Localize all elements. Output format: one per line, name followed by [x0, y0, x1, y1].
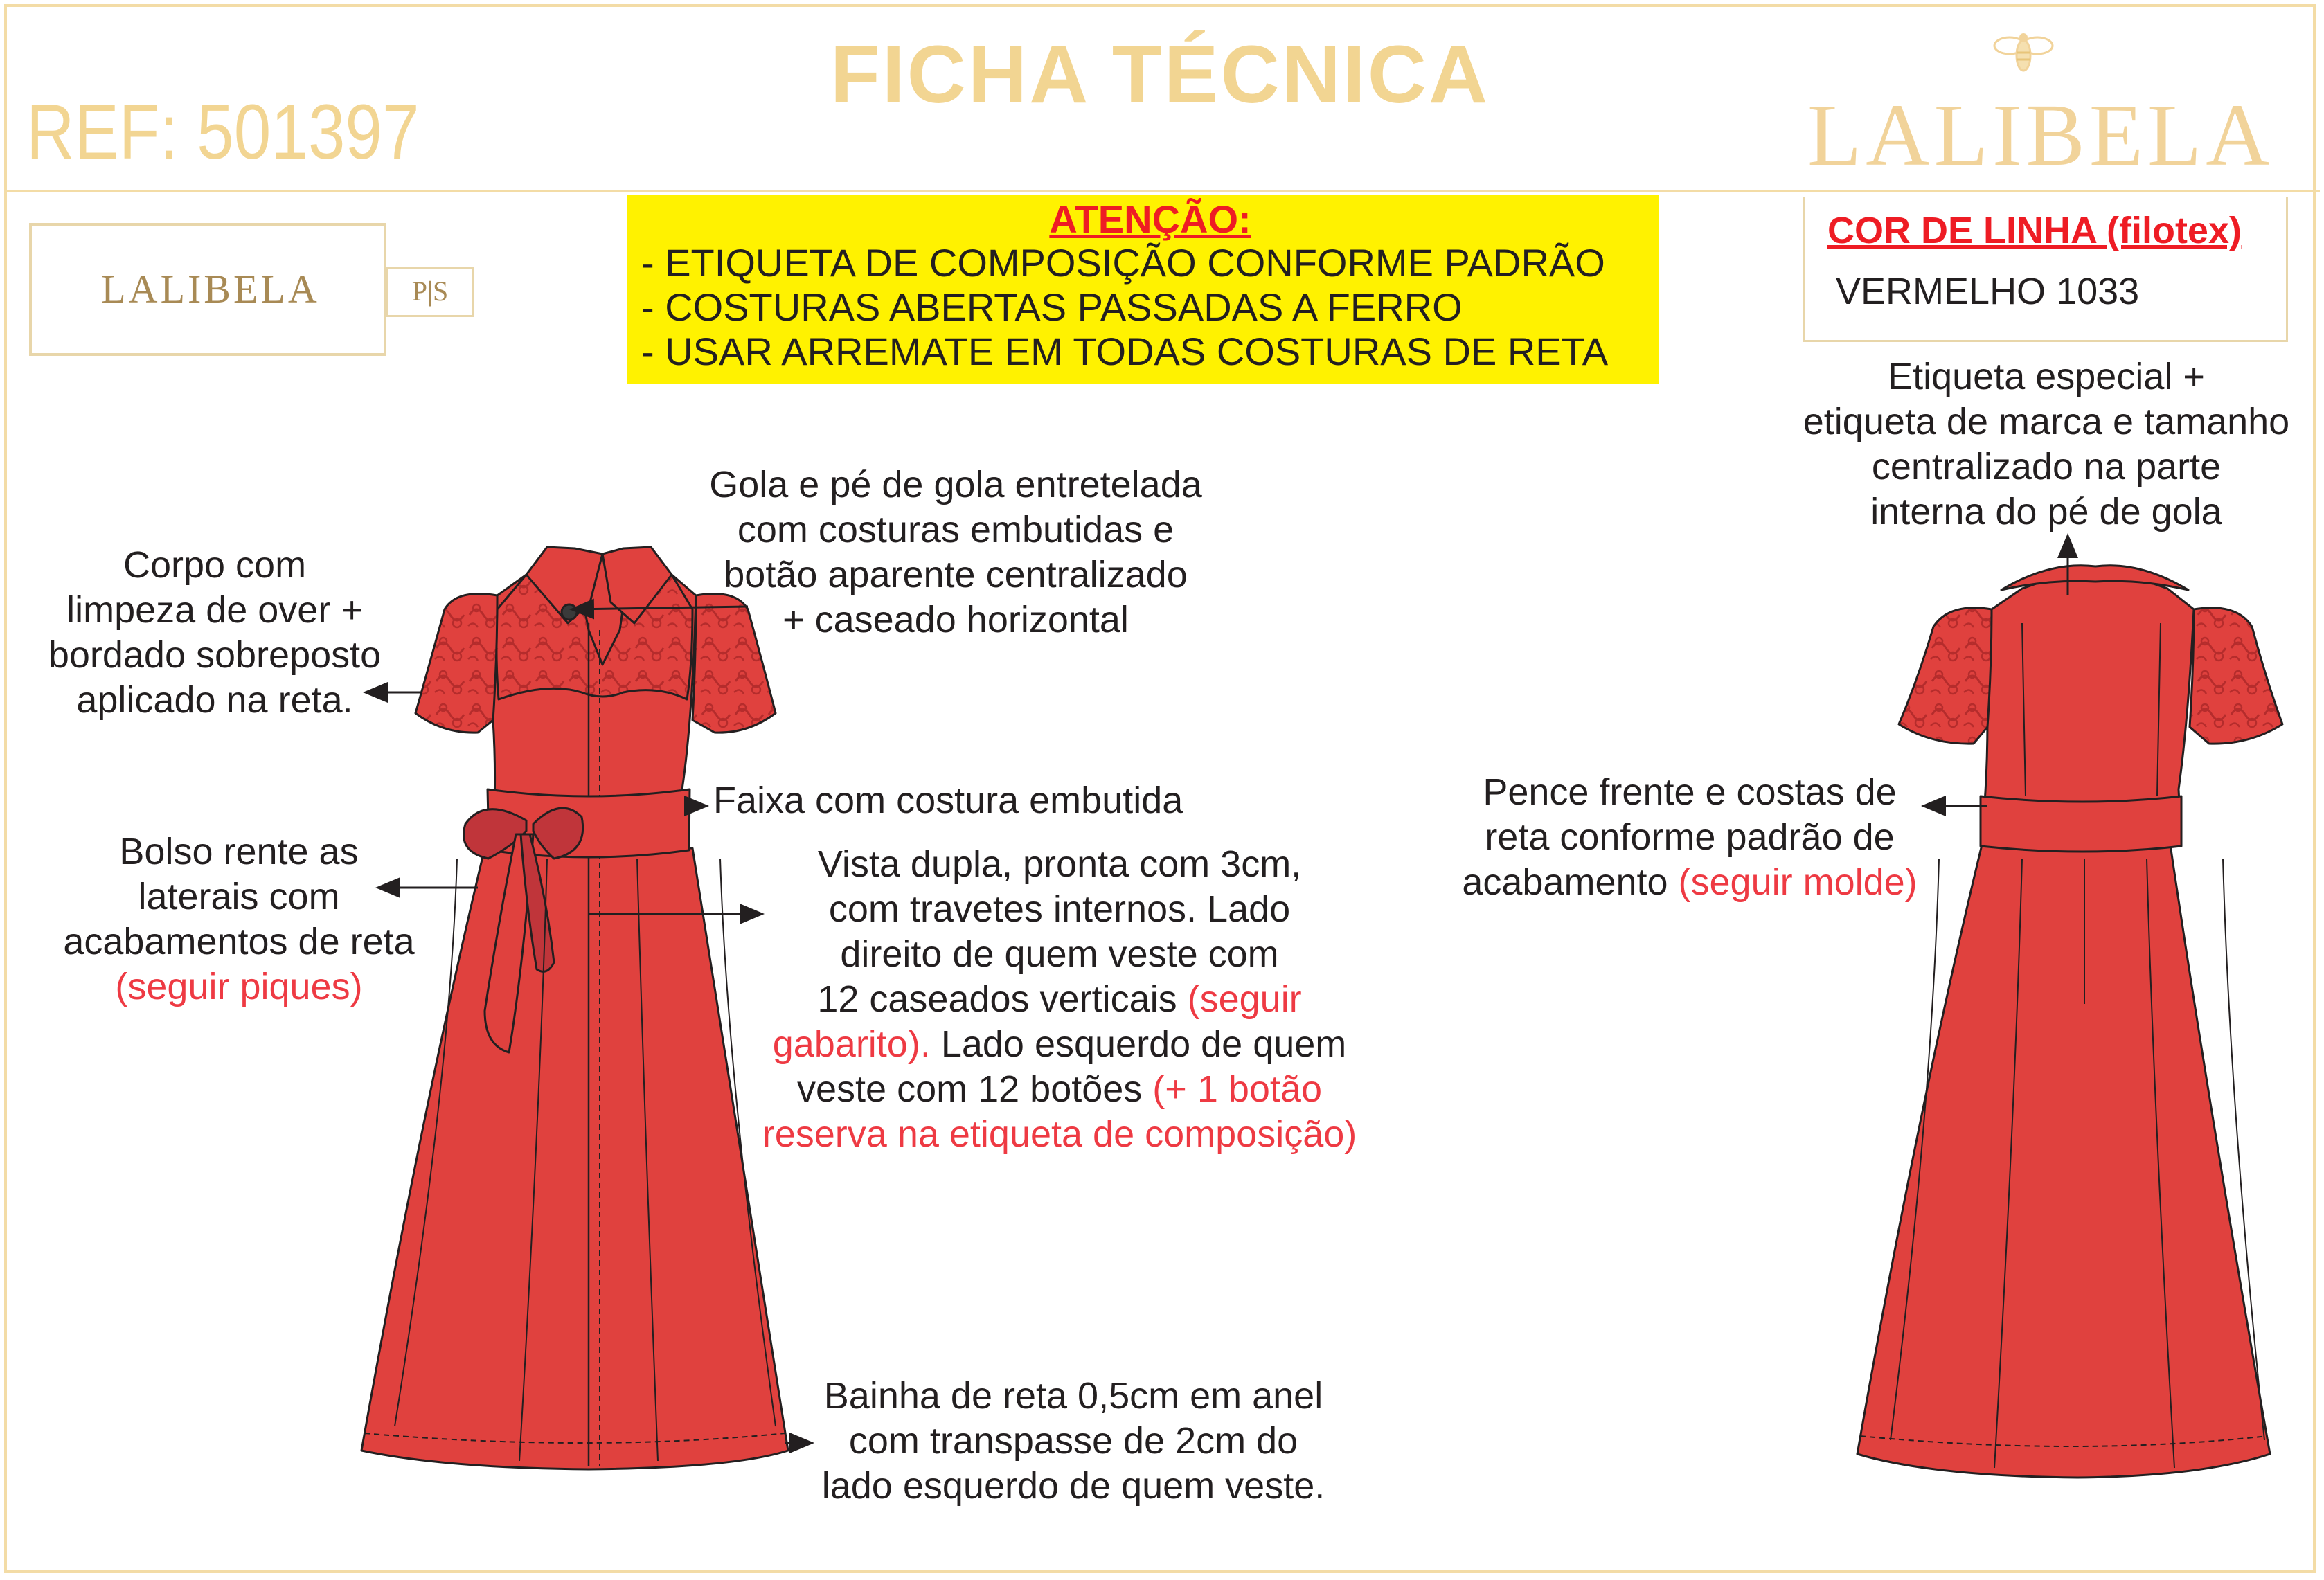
note-placket — [727, 842, 1392, 1157]
note-placket-line — [727, 1022, 1392, 1067]
note-placket-line — [727, 977, 1392, 1022]
note-dart-line: Pence frente e costas de — [1483, 771, 1897, 813]
note-highlight: (seguir molde) — [1678, 861, 1918, 903]
note-collar-line: Gola e pé de gola entretelada — [709, 464, 1202, 505]
note-body-line: bordado sobreposto — [48, 634, 382, 676]
note-sash: Faixa com costura embutida — [713, 780, 1183, 821]
thread-color-heading: COR DE LINHA (filotex) — [1827, 210, 2242, 251]
note-hem-line: Bainha de reta 0,5cm em anel — [823, 1375, 1323, 1417]
note-hem-line: lado esquerdo de quem veste. — [821, 1465, 1325, 1507]
note-highlight: gabarito). — [772, 1023, 931, 1065]
note-collar — [679, 463, 1233, 643]
note-pocket-line: Bolso rente as — [119, 831, 359, 872]
note-text: acabamento — [1462, 861, 1679, 903]
note-text: 12 caseados verticais — [817, 978, 1188, 1020]
collar-button — [562, 604, 577, 620]
note-collar-line: + caseado horizontal — [783, 599, 1129, 640]
note-back-label-line: etiqueta de marca e tamanho — [1803, 401, 2290, 442]
note-text: veste com 12 botões — [797, 1068, 1153, 1110]
note-back-label-line: centralizado na parte — [1871, 446, 2222, 487]
attention-line-3: - USAR ARREMATE EM TODAS COSTURAS DE RETA — [641, 330, 1609, 373]
note-placket-line: reserva na etiqueta de composição) — [762, 1113, 1357, 1155]
note-body — [28, 543, 402, 723]
attention-line-1: - ETIQUETA DE COMPOSIÇÃO CONFORME PADRÃO — [641, 241, 1605, 285]
thread-color-value: VERMELHO 1033 — [1836, 271, 2140, 312]
note-body-line: limpeza de over + — [66, 589, 363, 631]
page-title: FICHA TÉCNICA — [830, 29, 1490, 120]
note-placket-line: Vista dupla, pronta com 3cm, — [817, 843, 1302, 885]
note-back-label-line: interna do pé de gola — [1870, 491, 2222, 532]
note-hem-line: com transpasse de 2cm do — [848, 1420, 1298, 1462]
note-highlight: (seguir — [1187, 978, 1302, 1020]
note-dart-line — [1427, 860, 1953, 905]
note-back-label — [1773, 354, 2320, 535]
front-left-sleeve — [415, 594, 497, 733]
back-right-sleeve — [2190, 608, 2282, 744]
brand-logo: LALIBELA — [1807, 86, 2274, 184]
size-label-sample: P|S — [386, 267, 474, 317]
note-text: Lado esquerdo de quem — [930, 1023, 1347, 1065]
back-dress-illustration — [1857, 566, 2282, 1478]
note-collar-line: com costuras embutidas e — [737, 509, 1174, 550]
note-pocket-line: acabamentos de reta — [63, 921, 415, 962]
note-pocket-line: laterais com — [138, 876, 340, 917]
note-pocket-highlight: (seguir piques) — [115, 966, 363, 1007]
note-hem — [789, 1374, 1357, 1509]
note-dart-line: reta conforme padrão de — [1485, 816, 1895, 858]
note-body-line: aplicado na reta. — [76, 679, 353, 721]
back-left-sleeve — [1899, 608, 1992, 744]
note-back-label-line: Etiqueta especial + — [1888, 356, 2205, 397]
note-highlight: (+ 1 botão — [1152, 1068, 1322, 1110]
note-body-line: Corpo com — [123, 544, 307, 586]
note-dart — [1427, 770, 1953, 905]
note-placket-line: com travetes internos. Lado — [828, 888, 1291, 930]
attention-heading: ATENÇÃO: — [1049, 197, 1251, 241]
note-pocket — [35, 829, 443, 1009]
back-waistband — [1981, 796, 2181, 852]
note-collar-line: botão aparente centralizado — [724, 554, 1188, 595]
back-skirt — [1857, 845, 2270, 1478]
reference-code: REF: 501397 — [26, 89, 420, 175]
note-placket-line: direito de quem veste com — [840, 933, 1279, 975]
label-brand-text: LALIBELA — [101, 267, 320, 312]
note-placket-line — [727, 1067, 1392, 1112]
attention-line-2: - COSTURAS ABERTAS PASSADAS A FERRO — [641, 285, 1463, 329]
